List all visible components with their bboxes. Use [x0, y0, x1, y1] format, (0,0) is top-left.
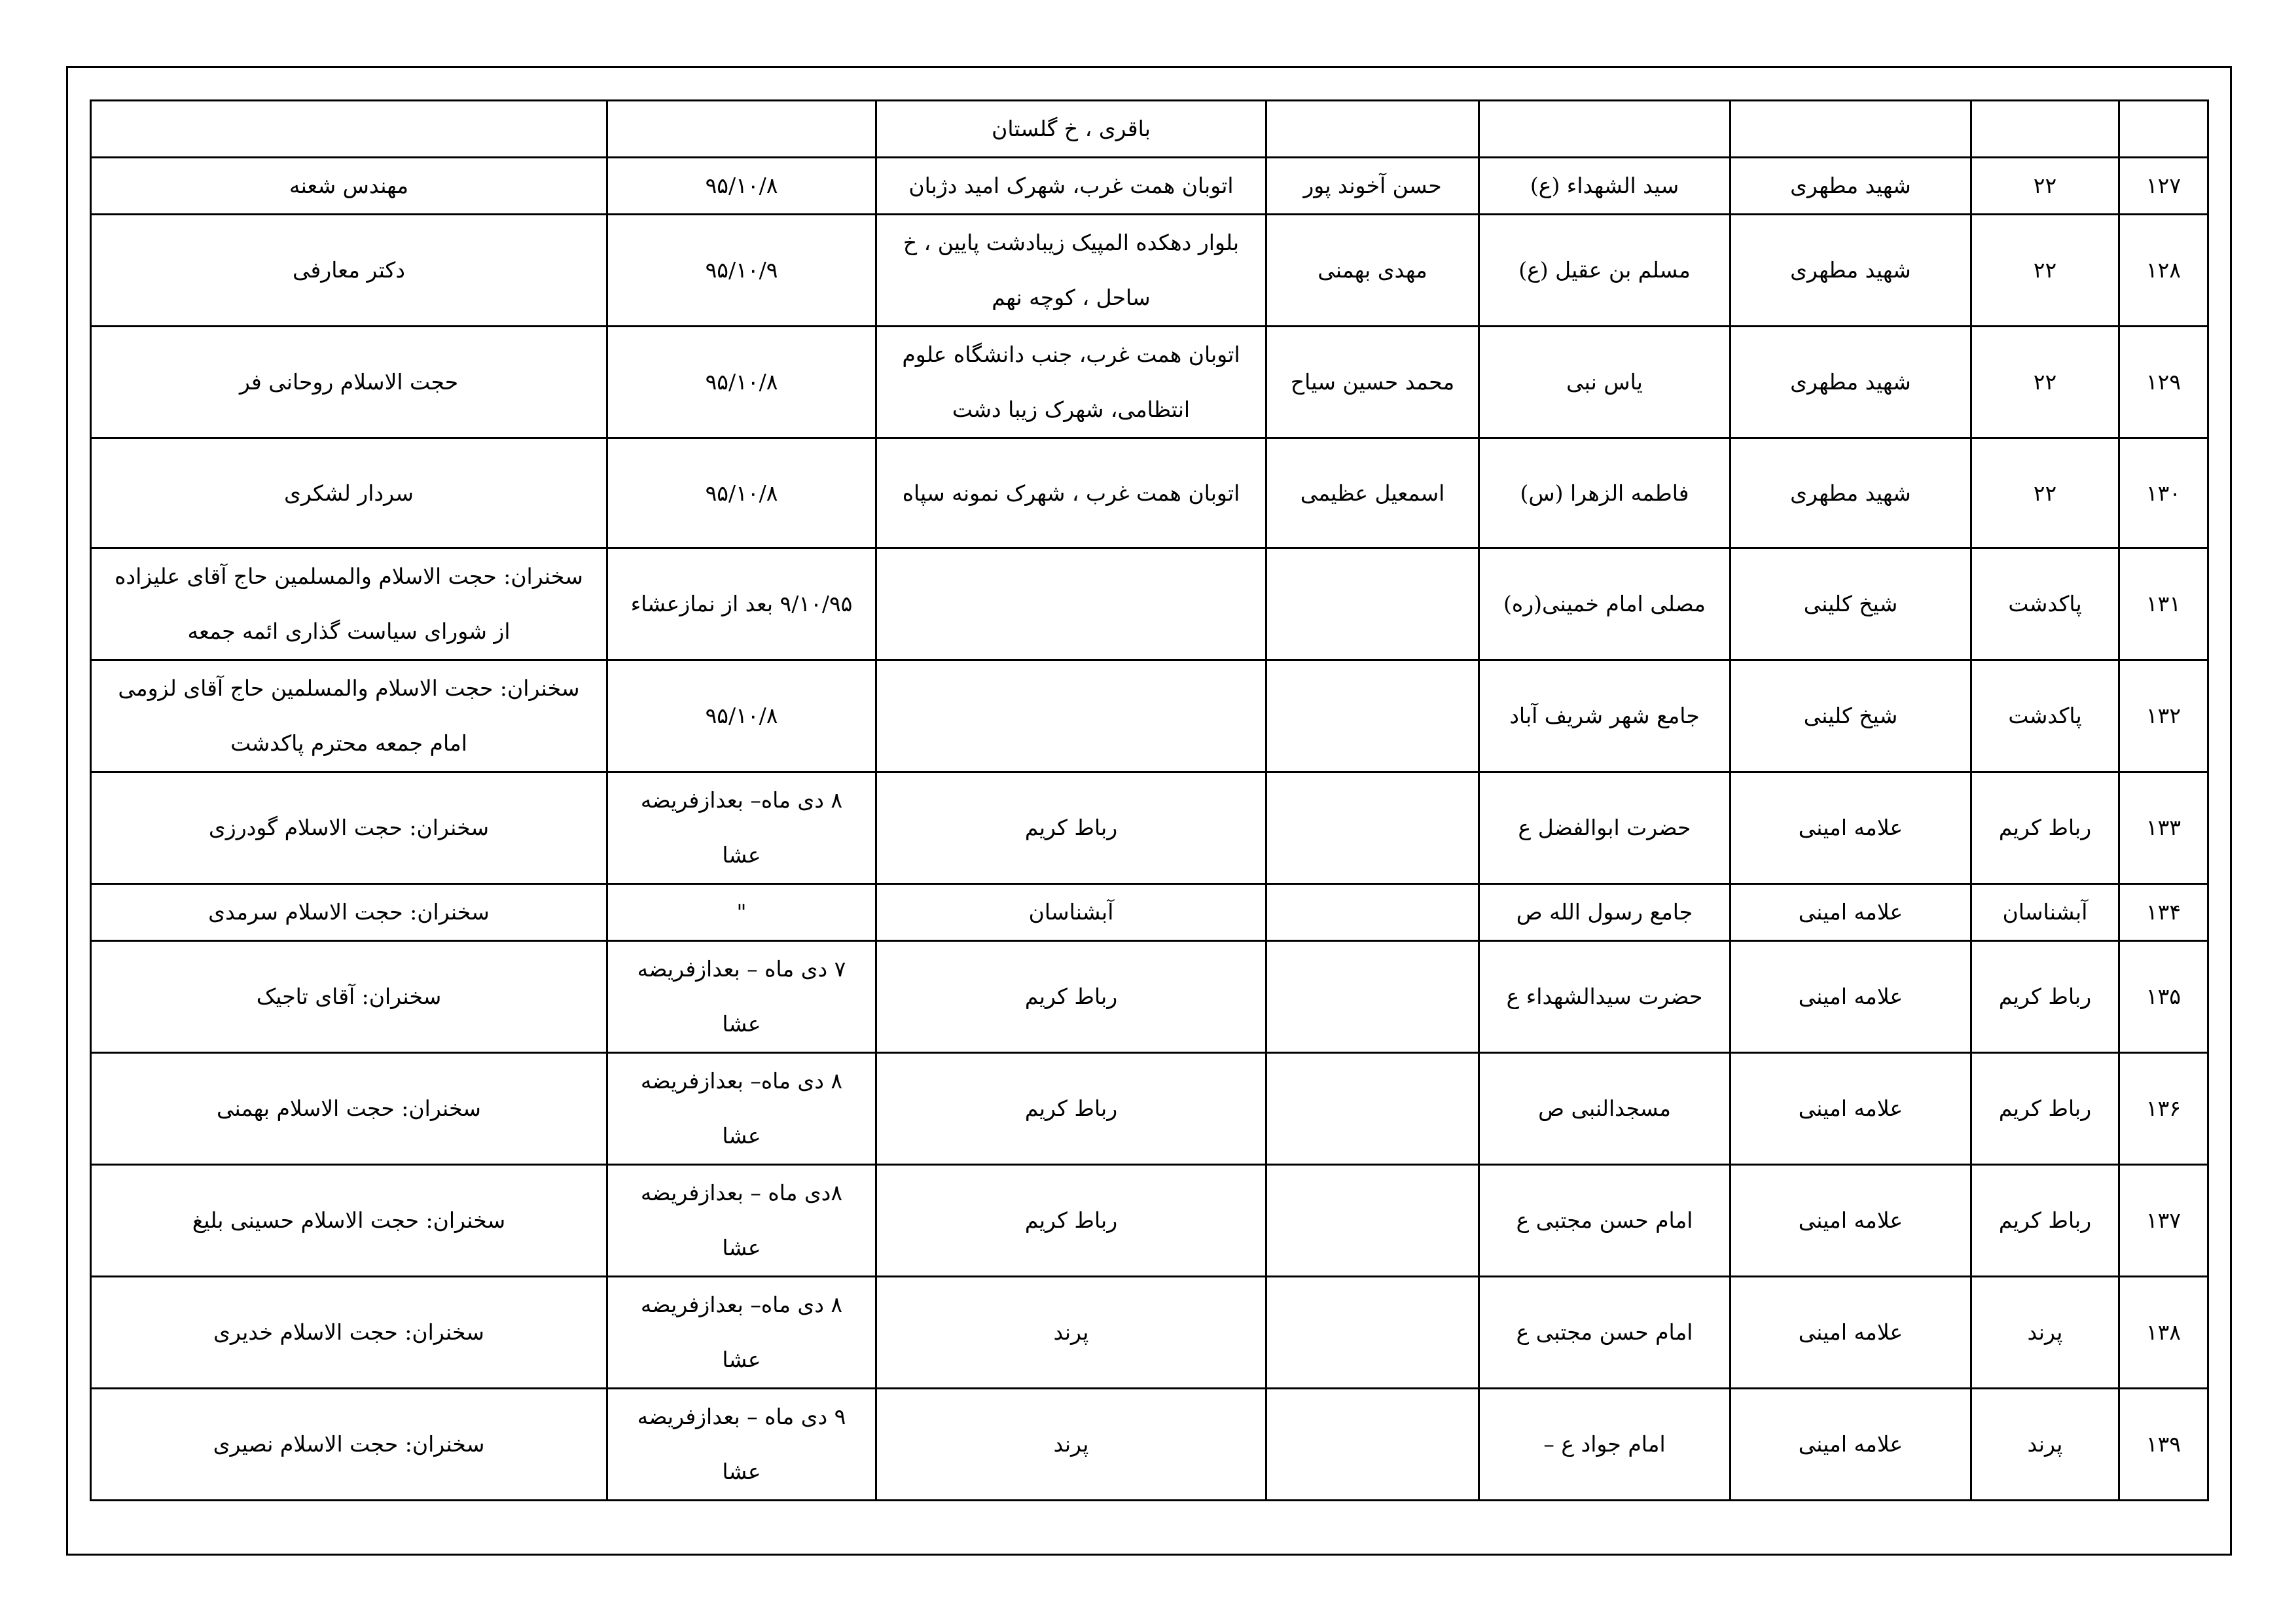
district-cell: علامه امینی — [1731, 1277, 1971, 1389]
district-cell: شهید مطهری — [1731, 438, 1971, 548]
district-cell: شهید مطهری — [1731, 158, 1971, 215]
row-number-cell: ۱۲۹ — [2119, 327, 2208, 438]
speaker-cell: سخنران: حجت الاسلام والمسلمین حاج آقای لزومی امام جمعه محترم پاکدشت — [91, 660, 607, 772]
date-cell: ۹۵/۱۰/۸ — [607, 660, 876, 772]
address-cell: باقری ، خ گلستان — [876, 101, 1266, 158]
address-cell: اتوبان همت غرب، جنب دانشگاه علوم انتظامی، شهرک زیبا دشت — [876, 327, 1266, 438]
district-cell: شهید مطهری — [1731, 215, 1971, 327]
date-cell: ۹/۱۰/۹۵ بعد از نمازعشاء — [607, 548, 876, 660]
address-cell: رباط کریم — [876, 1053, 1266, 1165]
mosque-cell: جامع شهر شریف آباد — [1479, 660, 1731, 772]
speaker-cell: سخنران: حجت الاسلام والمسلمین حاج آقای علیزاده از شورای سیاست گذاری ائمه جمعه — [91, 548, 607, 660]
address-cell: رباط کریم — [876, 772, 1266, 884]
district-cell: علامه امینی — [1731, 1165, 1971, 1277]
imam-cell: مهدی بهمنی — [1266, 215, 1479, 327]
row-number-cell: ۱۳۶ — [2119, 1053, 2208, 1165]
table-row — [91, 101, 2208, 158]
district-cell: شهید مطهری — [1731, 327, 1971, 438]
row-number-cell: ۱۳۱ — [2119, 548, 2208, 660]
imam-cell — [1266, 772, 1479, 884]
speaker-cell: سخنران: حجت الاسلام سرمدی — [91, 884, 607, 941]
row-number-cell — [2119, 101, 2208, 158]
city-cell: ۲۲ — [1971, 438, 2119, 548]
date-cell: ۸دی ماه – بعدازفریضه عشا — [607, 1165, 876, 1277]
imam-cell: اسمعیل عظیمی — [1266, 438, 1479, 548]
table-row — [91, 548, 2208, 660]
district-cell: علامه امینی — [1731, 884, 1971, 941]
city-cell — [1971, 101, 2119, 158]
row-number-cell: ۱۲۸ — [2119, 215, 2208, 327]
speaker-cell: سخنران: حجت الاسلام بهمنی — [91, 1053, 607, 1165]
address-cell: بلوار دهکده المپیک زیبادشت پایین ، خ ساحل ، کوچه نهم — [876, 215, 1266, 327]
address-cell: آبشناسان — [876, 884, 1266, 941]
row-number-cell: ۱۳۸ — [2119, 1277, 2208, 1389]
imam-cell — [1266, 101, 1479, 158]
city-cell: پاکدشت — [1971, 660, 2119, 772]
date-cell: " — [607, 884, 876, 941]
city-cell: رباط کریم — [1971, 1053, 2119, 1165]
district-cell: شیخ کلینی — [1731, 548, 1971, 660]
mosque-cell: فاطمه الزهرا (س) — [1479, 438, 1731, 548]
address-cell: پرند — [876, 1277, 1266, 1389]
row-number-cell: ۱۳۹ — [2119, 1389, 2208, 1501]
city-cell: رباط کریم — [1971, 1165, 2119, 1277]
imam-cell — [1266, 1389, 1479, 1501]
district-cell — [1731, 101, 1971, 158]
imam-cell: حسن آخوند پور — [1266, 158, 1479, 215]
district-cell: علامه امینی — [1731, 1389, 1971, 1501]
city-cell: رباط کریم — [1971, 941, 2119, 1053]
mosque-cell: جامع رسول الله ص — [1479, 884, 1731, 941]
speaker-cell: سخنران: حجت الاسلام خدیری — [91, 1277, 607, 1389]
district-cell: شیخ کلینی — [1731, 660, 1971, 772]
date-cell: ۹۵/۱۰/۸ — [607, 438, 876, 548]
row-number-cell: ۱۳۴ — [2119, 884, 2208, 941]
table-row — [91, 1053, 2208, 1165]
district-cell: علامه امینی — [1731, 772, 1971, 884]
city-cell: ۲۲ — [1971, 215, 2119, 327]
table-row — [91, 772, 2208, 884]
row-number-cell: ۱۳۰ — [2119, 438, 2208, 548]
records-table — [90, 99, 2209, 1501]
table-row — [91, 158, 2208, 215]
city-cell: پاکدشت — [1971, 548, 2119, 660]
row-number-cell: ۱۳۷ — [2119, 1165, 2208, 1277]
imam-cell — [1266, 660, 1479, 772]
date-cell: ۹۵/۱۰/۸ — [607, 158, 876, 215]
imam-cell — [1266, 1053, 1479, 1165]
imam-cell — [1266, 548, 1479, 660]
table-row — [91, 215, 2208, 327]
address-cell: اتوبان همت غرب، شهرک امید دژبان — [876, 158, 1266, 215]
table-row — [91, 438, 2208, 548]
speaker-cell: سخنران: آقای تاجیک — [91, 941, 607, 1053]
address-cell: رباط کریم — [876, 941, 1266, 1053]
mosque-cell: امام جواد ع – — [1479, 1389, 1731, 1501]
table-row — [91, 884, 2208, 941]
mosque-cell: حضرت سیدالشهداء ع — [1479, 941, 1731, 1053]
imam-cell — [1266, 1277, 1479, 1389]
imam-cell — [1266, 941, 1479, 1053]
speaker-cell: سخنران: حجت الاسلام نصیری — [91, 1389, 607, 1501]
date-cell — [607, 101, 876, 158]
row-number-cell: ۱۳۳ — [2119, 772, 2208, 884]
address-cell: اتوبان همت غرب ، شهرک نمونه سپاه — [876, 438, 1266, 548]
table-row — [91, 660, 2208, 772]
speaker-cell: دکتر معارفی — [91, 215, 607, 327]
imam-cell — [1266, 1165, 1479, 1277]
date-cell: ۸ دی ماه– بعدازفریضه عشا — [607, 772, 876, 884]
date-cell: ۸ دی ماه– بعدازفریضه عشا — [607, 1277, 876, 1389]
mosque-cell: سید الشهداء (ع) — [1479, 158, 1731, 215]
date-cell: ۹ دی ماه – بعدازفریضه عشا — [607, 1389, 876, 1501]
speaker-cell: مهندس شعنه — [91, 158, 607, 215]
mosque-cell: مسلم بن عقیل (ع) — [1479, 215, 1731, 327]
mosque-cell: حضرت ابوالفضل ع — [1479, 772, 1731, 884]
date-cell: ۹۵/۱۰/۹ — [607, 215, 876, 327]
row-number-cell: ۱۲۷ — [2119, 158, 2208, 215]
date-cell: ۸ دی ماه– بعدازفریضه عشا — [607, 1053, 876, 1165]
address-cell: رباط کریم — [876, 1165, 1266, 1277]
speaker-cell: سردار لشکری — [91, 438, 607, 548]
district-cell: علامه امینی — [1731, 941, 1971, 1053]
mosque-cell: یاس نبی — [1479, 327, 1731, 438]
imam-cell — [1266, 884, 1479, 941]
address-cell — [876, 548, 1266, 660]
city-cell: رباط کریم — [1971, 772, 2119, 884]
mosque-cell — [1479, 101, 1731, 158]
speaker-cell: سخنران: حجت الاسلام حسینی بلیغ — [91, 1165, 607, 1277]
mosque-cell: مصلی امام خمینی(ره) — [1479, 548, 1731, 660]
speaker-cell: سخنران: حجت الاسلام گودرزی — [91, 772, 607, 884]
city-cell: پرند — [1971, 1277, 2119, 1389]
speaker-cell — [91, 101, 607, 158]
city-cell: ۲۲ — [1971, 158, 2119, 215]
row-number-cell: ۱۳۵ — [2119, 941, 2208, 1053]
imam-cell: محمد حسین سیاح — [1266, 327, 1479, 438]
table-row — [91, 1277, 2208, 1389]
table-row — [91, 1389, 2208, 1501]
city-cell: ۲۲ — [1971, 327, 2119, 438]
table-row — [91, 327, 2208, 438]
address-cell — [876, 660, 1266, 772]
date-cell: ۷ دی ماه – بعدازفریضه عشا — [607, 941, 876, 1053]
speaker-cell: حجت الاسلام روحانی فر — [91, 327, 607, 438]
table-row — [91, 1165, 2208, 1277]
address-cell: پرند — [876, 1389, 1266, 1501]
row-number-cell: ۱۳۲ — [2119, 660, 2208, 772]
date-cell: ۹۵/۱۰/۸ — [607, 327, 876, 438]
mosque-cell: امام حسن مجتبی ع — [1479, 1277, 1731, 1389]
mosque-cell: امام حسن مجتبی ع — [1479, 1165, 1731, 1277]
district-cell: علامه امینی — [1731, 1053, 1971, 1165]
city-cell: پرند — [1971, 1389, 2119, 1501]
city-cell: آبشناسان — [1971, 884, 2119, 941]
mosque-cell: مسجدالنبی ص — [1479, 1053, 1731, 1165]
table-row — [91, 941, 2208, 1053]
